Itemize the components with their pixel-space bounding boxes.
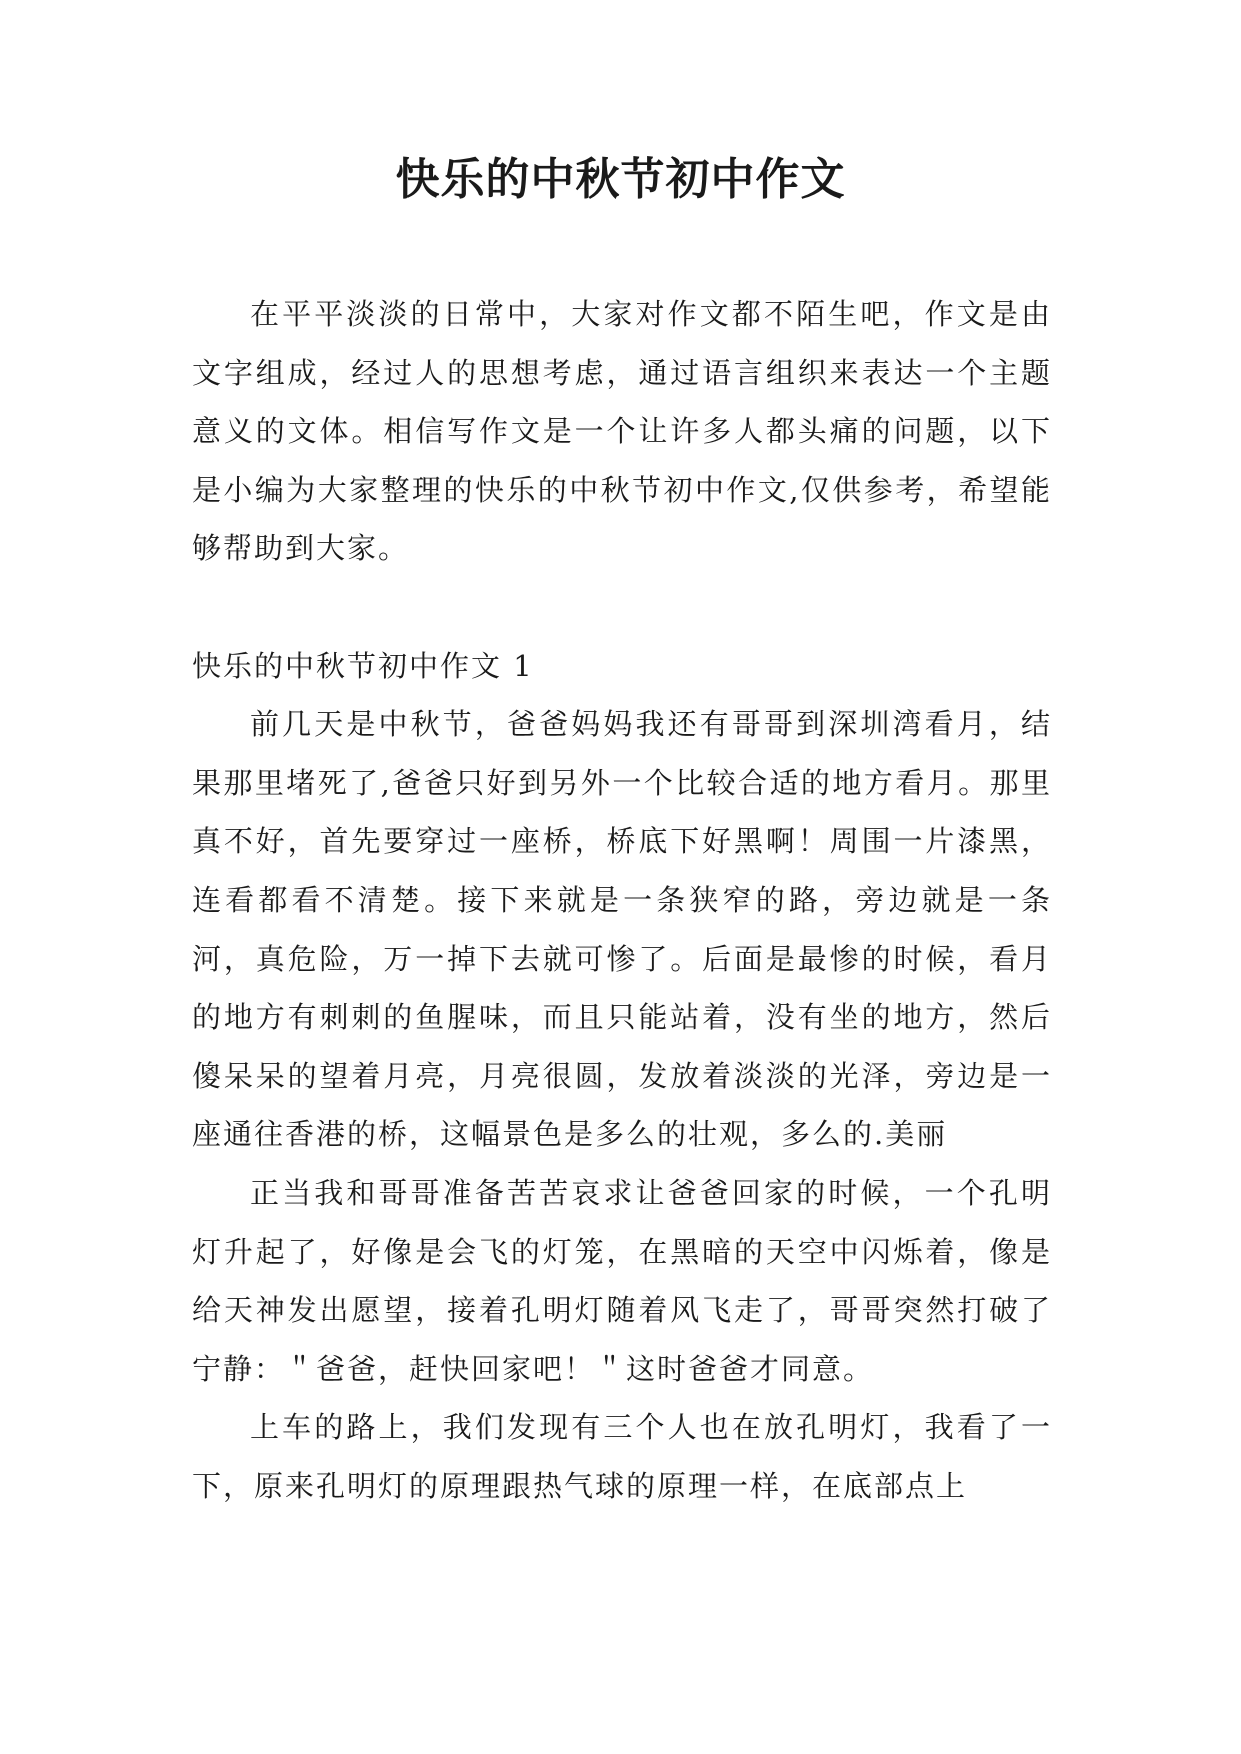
body-paragraph-2: 正当我和哥哥准备苦苦哀求让爸爸回家的时候，一个孔明灯升起了，好像是会飞的灯笼，在黑暗的天空中闪烁着，像是给天神发出愿望，接着孔明灯随着风飞走了，哥哥突然打破了宁静：＂爸爸，赶快回家吧！＂这时爸爸才同意。 xyxy=(192,1175,1052,1386)
intro-paragraph: 在平平淡淡的日常中，大家对作文都不陌生吧，作文是由文字组成，经过人的思想考虑，通过语言组织来表达一个主题意义的文体。相信写作文是一个让许多人都头痛的问题，以下是小编为大家整理的快乐的中秋节初中作文,仅供参考，希望能够帮助到大家。 xyxy=(192,297,1052,566)
document-title: 快乐的中秋节初中作文 xyxy=(395,154,846,205)
body-paragraph-1: 前几天是中秋节，爸爸妈妈我还有哥哥到深圳湾看月，结果那里堵死了,爸爸只好到另外一个比较合适的地方看月。那里真不好，首先要穿过一座桥，桥底下好黑啊！周围一片漆黑，连看都看不清楚。接下来就是一条狭窄的路，旁边就是一条河，真危险，万一掉下去就可惨了。后面是最惨的时候，看月的地方有刺刺的鱼腥味，而且只能站着，没有坐的地方，然后傻呆呆的望着月亮，月亮很圆，发放着淡淡的光泽，旁边是一座通往香港的桥，这幅景色是多么的壮观，多么的.美丽 xyxy=(192,707,1052,1152)
document-body xyxy=(192,285,1052,1515)
paragraph-gap xyxy=(192,578,1052,637)
body-paragraph-3: 上车的路上，我们发现有三个人也在放孔明灯，我看了一下，原来孔明灯的原理跟热气球的原理一样，在底部点上 xyxy=(192,1410,1052,1503)
section-heading: 快乐的中秋节初中作文 1 xyxy=(192,648,534,683)
